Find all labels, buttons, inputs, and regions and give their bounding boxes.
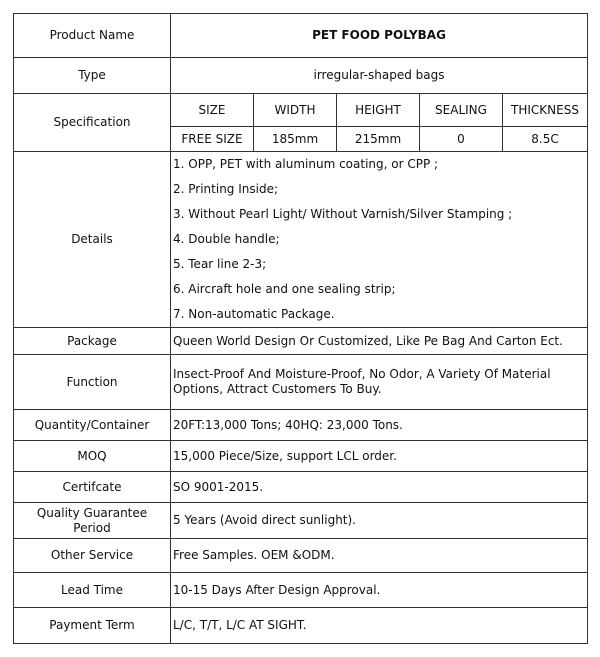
row-product-name bbox=[14, 14, 588, 58]
details-item-4: 4. Double handle; bbox=[173, 232, 280, 246]
row-quantity bbox=[14, 410, 588, 441]
details-item-3: 3. Without Pearl Light/ Without Varnish/Silver Stamping ; bbox=[173, 207, 513, 221]
details-item-1: 1. OPP, PET with aluminum coating, or CPP ; bbox=[173, 157, 439, 171]
details-item-6: 6. Aircraft hole and one sealing strip; bbox=[173, 282, 396, 296]
spec-header-height: HEIGHT bbox=[337, 94, 420, 127]
spec-value-thickness: 8.5C bbox=[503, 127, 588, 152]
spec-header-thickness: THICKNESS bbox=[503, 94, 588, 127]
product-name-value: PET FOOD POLYBAG bbox=[171, 14, 588, 58]
details-label: Details bbox=[14, 152, 171, 328]
spec-value-sealing: 0 bbox=[420, 127, 503, 152]
spec-header-sealing: SEALING bbox=[420, 94, 503, 127]
row-details bbox=[14, 152, 588, 328]
row-certificate bbox=[14, 472, 588, 503]
product-spec-table bbox=[13, 13, 588, 644]
moq-value: 15,000 Piece/Size, support LCL order. bbox=[171, 441, 588, 472]
spec-header-width: WIDTH bbox=[254, 94, 337, 127]
row-type bbox=[14, 58, 588, 94]
payment-value: L/C, T/T, L/C AT SIGHT. bbox=[171, 608, 588, 644]
spec-value-width: 185mm bbox=[254, 127, 337, 152]
function-label: Function bbox=[14, 355, 171, 410]
quantity-label: Quantity/Container bbox=[14, 410, 171, 441]
package-value: Queen World Design Or Customized, Like Pe Bag And Carton Ect. bbox=[171, 328, 588, 355]
row-function bbox=[14, 355, 588, 410]
row-guarantee bbox=[14, 503, 588, 539]
package-label: Package bbox=[14, 328, 171, 355]
specification-label: Specification bbox=[14, 94, 171, 152]
certificate-label: Certifcate bbox=[14, 472, 171, 503]
row-lead-time bbox=[14, 573, 588, 608]
certificate-value: SO 9001-2015. bbox=[171, 472, 588, 503]
other-service-label: Other Service bbox=[14, 539, 171, 573]
other-service-value: Free Samples. OEM &ODM. bbox=[171, 539, 588, 573]
guarantee-label: Quality Guarantee Period bbox=[14, 503, 171, 539]
lead-time-label: Lead Time bbox=[14, 573, 171, 608]
function-value: Insect-Proof And Moisture-Proof, No Odor, A Variety Of Material Options, Attract Customers To Buy. bbox=[171, 355, 588, 410]
product-name-label: Product Name bbox=[14, 14, 171, 58]
type-label: Type bbox=[14, 58, 171, 94]
details-list bbox=[173, 152, 585, 327]
row-other-service bbox=[14, 539, 588, 573]
guarantee-value: 5 Years (Avoid direct sunlight). bbox=[171, 503, 588, 539]
spec-value-size: FREE SIZE bbox=[171, 127, 254, 152]
details-item-7: 7. Non-automatic Package. bbox=[173, 307, 335, 321]
payment-label: Payment Term bbox=[14, 608, 171, 644]
spec-value-height: 215mm bbox=[337, 127, 420, 152]
moq-label: MOQ bbox=[14, 441, 171, 472]
quantity-value: 20FT:13,000 Tons; 40HQ: 23,000 Tons. bbox=[171, 410, 588, 441]
row-specification-header bbox=[14, 94, 588, 127]
details-item-5: 5. Tear line 2-3; bbox=[173, 257, 267, 271]
type-value: irregular-shaped bags bbox=[171, 58, 588, 94]
row-moq bbox=[14, 441, 588, 472]
details-item-2: 2. Printing Inside; bbox=[173, 182, 279, 196]
lead-time-value: 10-15 Days After Design Approval. bbox=[171, 573, 588, 608]
row-package bbox=[14, 328, 588, 355]
details-value bbox=[171, 152, 588, 328]
spec-header-size: SIZE bbox=[171, 94, 254, 127]
row-payment bbox=[14, 608, 588, 644]
